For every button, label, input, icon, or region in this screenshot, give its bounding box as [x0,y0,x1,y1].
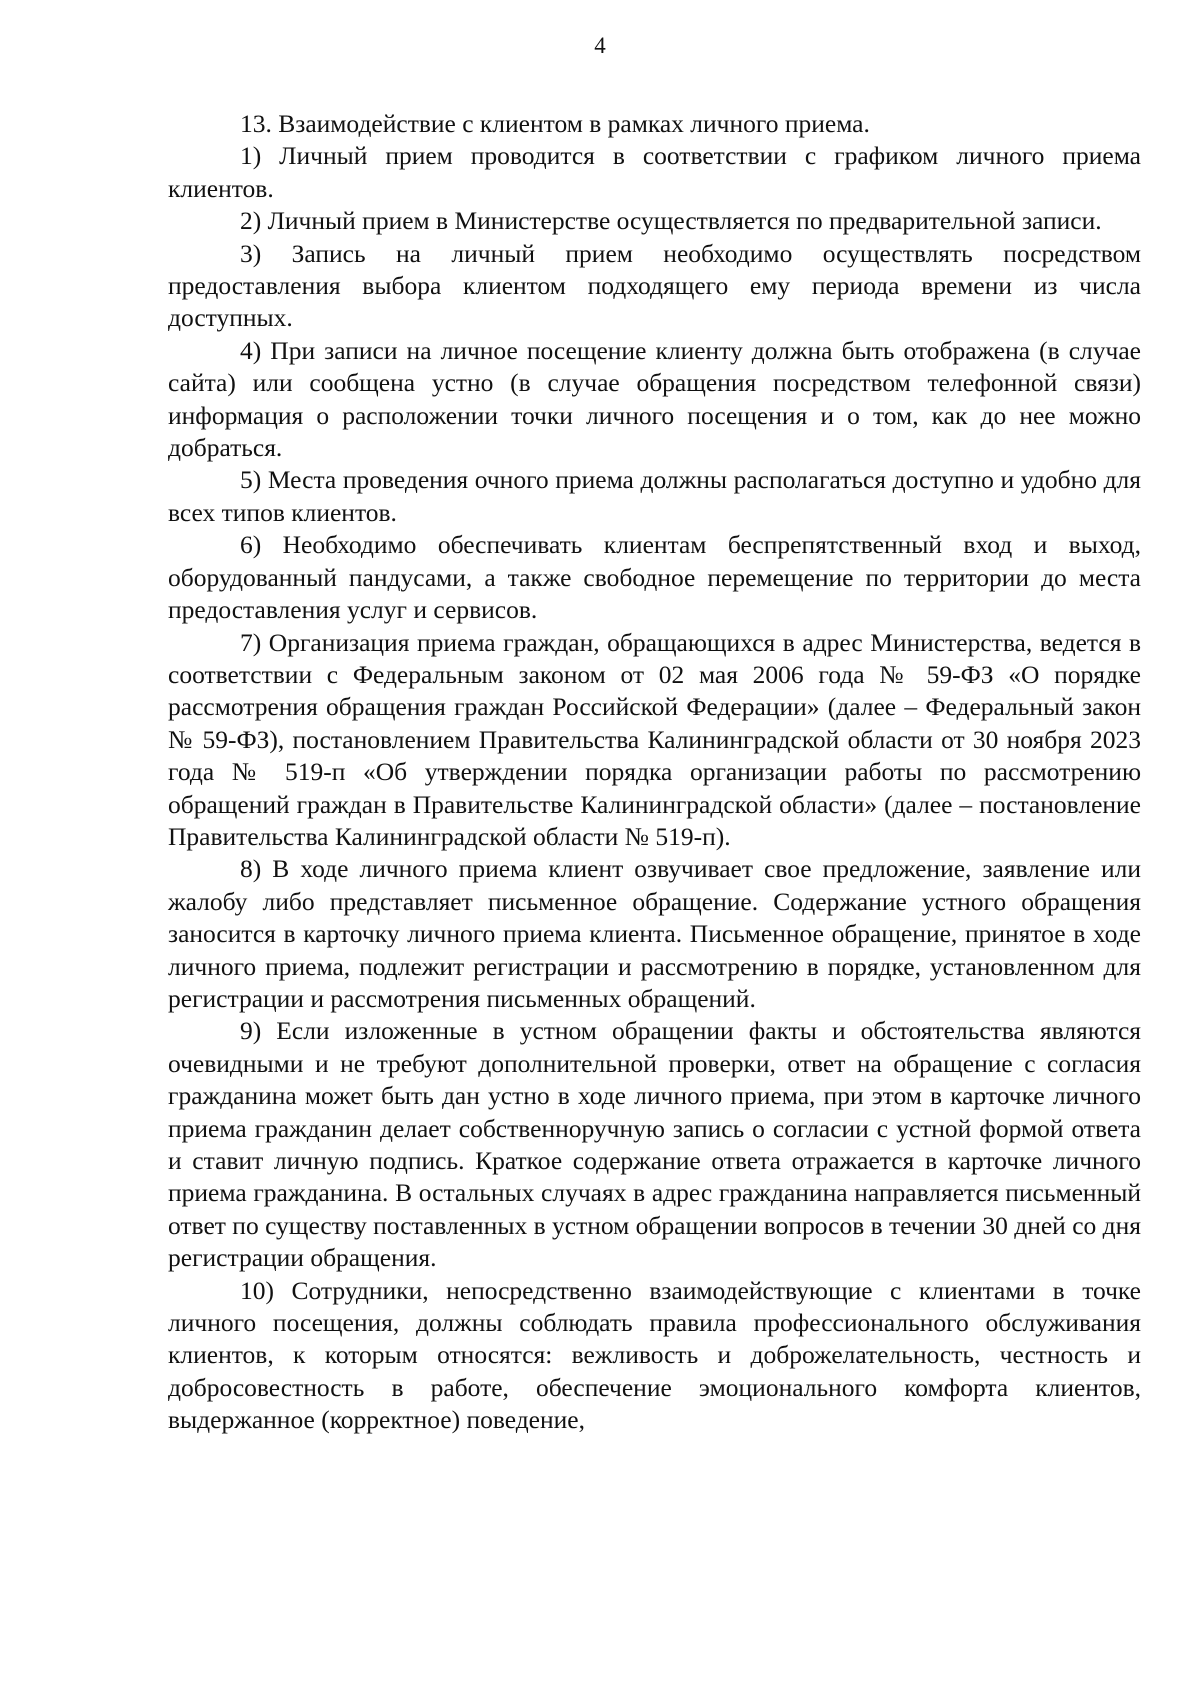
paragraph-item-8: 8) В ходе личного приема клиент озвучивает свое предложение, заявление или жалобу либо представляет письменное обращение. Содержание устного обращения заносится в карточку личного приема клиента. Письменное обращение, принятое в ходе личного приема, подлежит регистрации и рассмотрению в порядке, установленном для регистрации и рассмотрения письменных обращений. [168,854,1141,1013]
paragraph-item-4: 4) При записи на личное посещение клиенту должна быть отображена (в случае сайта) или сообщена устно (в случае обращения посредством телефонной связи) информация о расположении точки личного посещения и о том, как до нее можно добраться. [168,335,1141,463]
paragraph-item-3: 3) Запись на личный прием необходимо осуществлять посредством предоставления выбора клиентом подходящего ему периода времени из числа доступных. [168,238,1141,333]
document-body [168,108,1141,1437]
paragraph-item-5: 5) Места проведения очного приема должны располагаться доступно и удобно для всех типов клиентов. [168,465,1141,527]
paragraph-item-2: 2) Личный прием в Министерстве осуществляется по предварительной записи. [240,206,1102,236]
paragraph-item-9: 9) Если изложенные в устном обращении факты и обстоятельства являются очевидными и не требуют дополнительной проверки, ответ на обращение с согласия гражданина может быть дан устно в ходе личного приема, при этом в карточке личного приема гражданин делает собственноручную запись о согласии с устной формой ответа и ставит личную подпись. Краткое содержание ответа отражается в карточке личного приема гражданина. В остальных случаях в адрес гражданина направляется письменный ответ по существу поставленных в устном обращении вопросов в течении 30 дней со дня регистрации обращения. [168,1016,1141,1273]
paragraph-item-10: 10) Сотрудники, непосредственно взаимодействующие с клиентами в точке личного посещения, должны соблюдать правила профессионального обслуживания клиентов, к которым относятся: вежливость и доброжелательность, честность и добросовестность в работе, обеспечение эмоционального комфорта клиентов, выдержанное (корректное) поведение, [168,1275,1141,1435]
paragraph-item-6: 6) Необходимо обеспечивать клиентам беспрепятственный вход и выход, оборудованный пандусами, а также свободное перемещение по территории до места предоставления услуг и сервисов. [168,530,1141,625]
paragraph-item-1: 1) Личный прием проводится в соответствии с графиком личного приема клиентов. [168,141,1141,203]
page-number: 4 [594,33,606,58]
paragraph-item-7: 7) Организация приема граждан, обращающихся в адрес Министерства, ведется в соответствии с Федеральным законом от 02 мая 2006 года № 59-ФЗ «О порядке рассмотрения обращения граждан Российской Федерации» (далее – Федеральный закон № 59-ФЗ), постановлением Правительства Калининградской области от 30 ноября 2023 года № 519-п «Об утверждении порядка организации работы по рассмотрению обращений граждан в Правительстве Калининградской области» (далее – постановление Правительства Калининградской области № 519-п). [168,627,1141,851]
section-heading: 13. Взаимодействие с клиентом в рамках личного приема. [240,109,870,138]
